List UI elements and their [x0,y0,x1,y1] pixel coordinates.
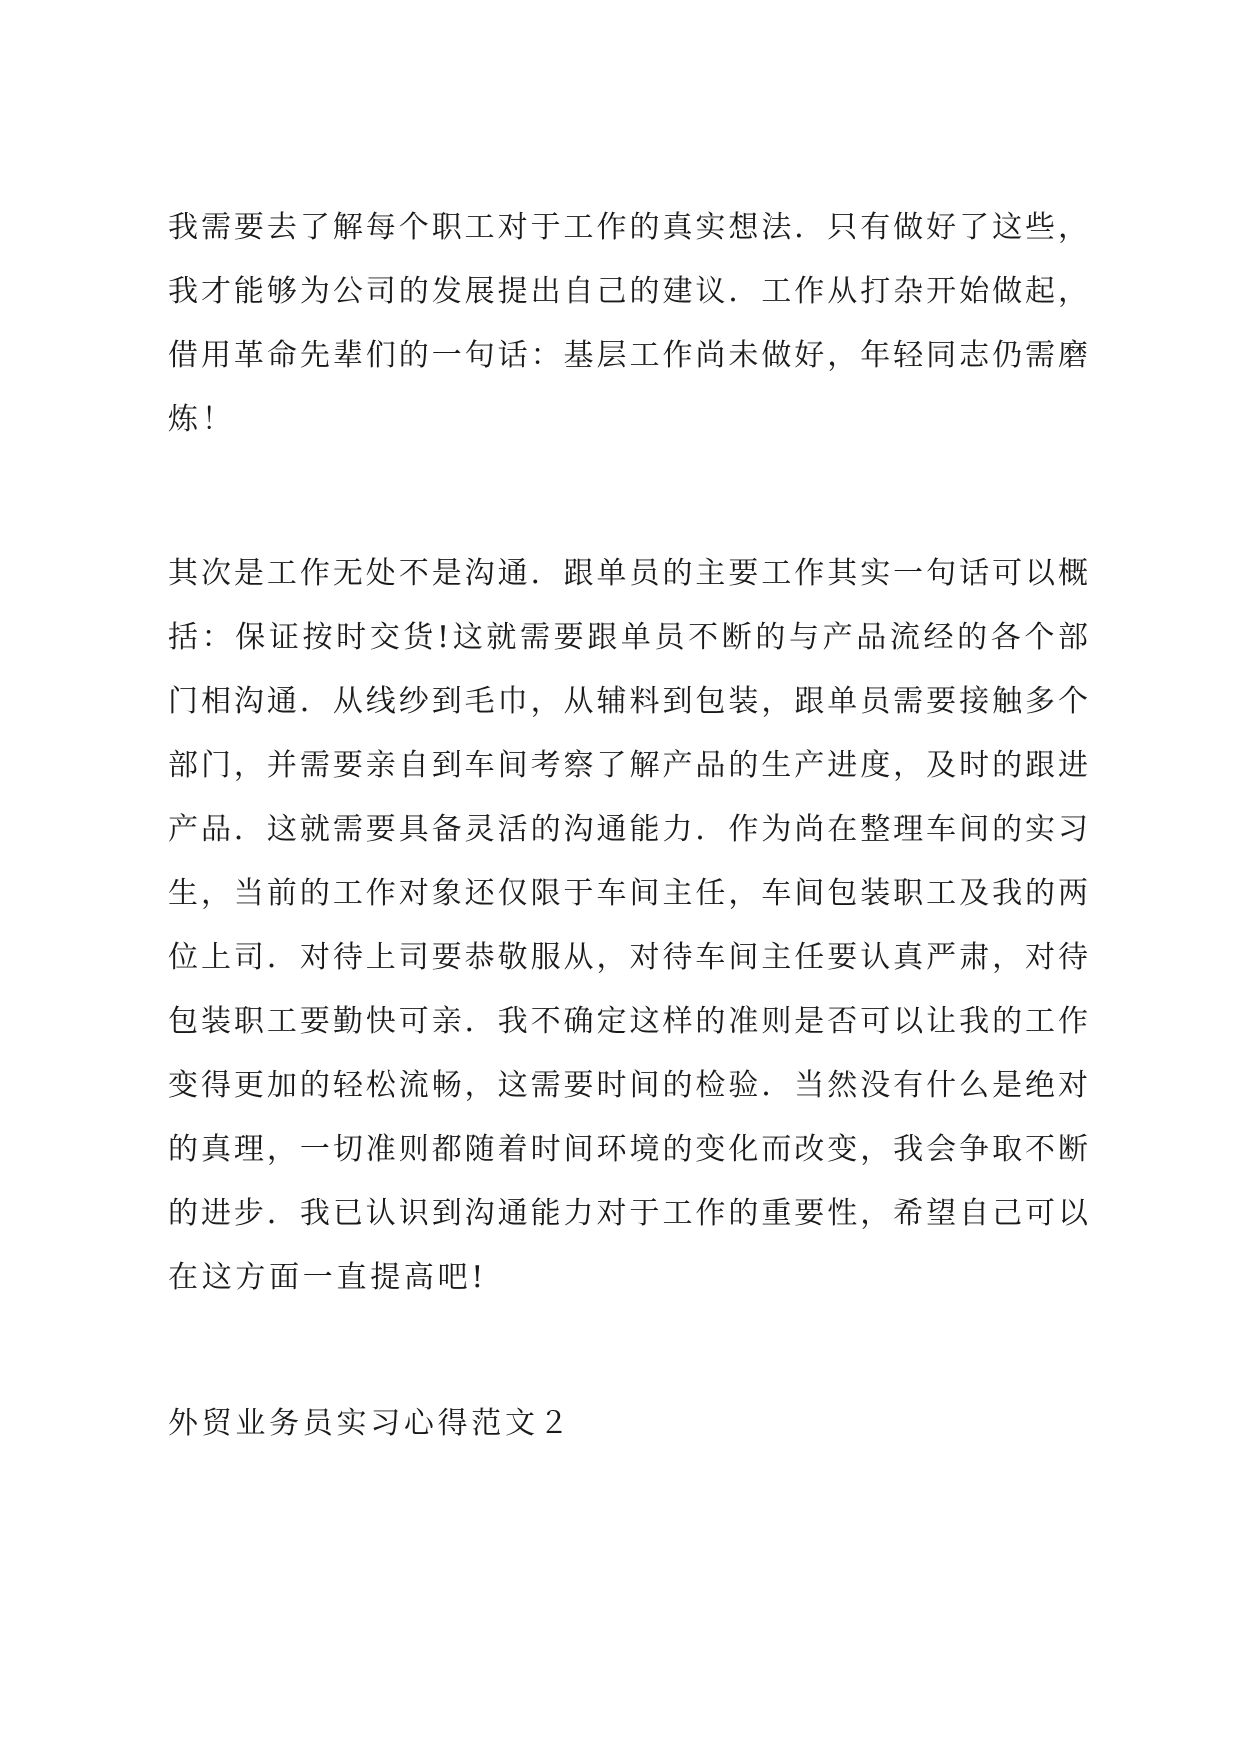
paragraph-2-line-9: 变得更加的轻松流畅，这需要时间的检验．当然没有什么是绝对 [168,1068,1088,1103]
paragraph-1-line-2: 我才能够为公司的发展提出自己的建议．工作从打杂开始做起， [168,274,1088,309]
paragraph-2-line-12: 在这方面一直提高吧! [168,1260,488,1295]
paragraph-2-line-1: 其次是工作无处不是沟通．跟单员的主要工作其实一句话可以概 [168,556,1088,591]
paragraph-2-line-5: 产品．这就需要具备灵活的沟通能力．作为尚在整理车间的实习 [168,812,1088,847]
paragraph-2-line-11: 的进步．我已认识到沟通能力对于工作的重要性，希望自己可以 [168,1196,1088,1231]
paragraph-2-line-7: 位上司．对待上司要恭敬服从，对待车间主任要认真严肃，对待 [168,940,1088,975]
paragraph-1-line-1: 我需要去了解每个职工对于工作的真实想法．只有做好了这些， [168,210,1088,245]
paragraph-2-line-3: 门相沟通．从线纱到毛巾，从辅料到包装，跟单员需要接触多个 [168,684,1088,719]
section-heading: 外贸业务员实习心得范文２ [168,1406,573,1441]
paragraph-1-line-4: 炼！ [168,402,236,437]
paragraph-2-line-8: 包装职工要勤快可亲．我不确定这样的准则是否可以让我的工作 [168,1004,1088,1039]
paragraph-2-line-6: 生，当前的工作对象还仅限于车间主任，车间包装职工及我的两 [168,876,1088,911]
paragraph-2-line-2: 括：保证按时交货!这就需要跟单员不断的与产品流经的各个部 [168,620,1088,655]
paragraph-2-line-10: 的真理，一切准则都随着时间环境的变化而改变，我会争取不断 [168,1132,1088,1167]
paragraph-2-line-4: 部门，并需要亲自到车间考察了解产品的生产进度，及时的跟进 [168,748,1088,783]
paragraph-1-line-3: 借用革命先辈们的一句话：基层工作尚未做好，年轻同志仍需磨 [168,338,1088,373]
